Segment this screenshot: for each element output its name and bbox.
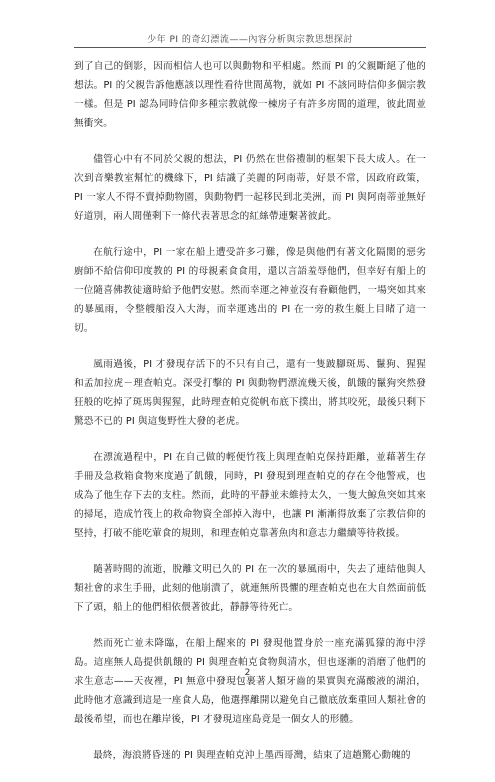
paragraph-6: 隨著時間的流逝，脫離文明已久的 PI 在一次的暴風雨中，失去了連結他與人類社會的求生手冊，此刻的他崩潰了，就連無所畏懼的理查帕克也在大自然面前低下了頭，船上的他們相依偎著彼此，靜靜等待死亡。 <box>74 564 426 613</box>
paragraph-1: 到了自己的倒影，因而相信人也可以與動物和平相處。然而 PI 的父親斷絕了他的想法。PI 的父親告訴他應該以理性看待世間萬物，就如 PI 不該同時信仰多個宗教一樣。但是 PI 認為同時信仰多種宗教就像一棟房子有許多房間的道理，彼此間並無衝突。 <box>74 61 426 129</box>
header-divider <box>74 47 426 48</box>
paragraph-4: 風雨過後，PI 才發現存活下的不只有自己，還有一隻跛腳斑馬、鬣狗、猩猩和孟加拉虎－理查帕克。深受打擊的 PI 與動物們漂流幾天後，飢餓的鬣狗突然發狂般的吃掉了斑馬與猩猩，此時理查帕克從帆布底下撲出，將其咬死，最後只剩下驚恐不已的 PI 與這隻野性大發的老虎。 <box>74 359 426 427</box>
paragraph-3: 在航行途中，PI 一家在船上遭受許多刁難，像是與他們有著文化隔閡的惡劣廚師不給信仰印度教的 PI 的母親素食食用，還以言語羞辱他們，但幸好有船上的一位隨喜佛教徒適時給予他們安慰。然而幸運之神並沒有眷顧他們，一場突如其來的暴風雨，令整艘船沒入大海，而幸運逃出的 PI 在一旁的救生艇上目睹了這一切。 <box>74 247 426 334</box>
page-number: 2 <box>244 668 251 678</box>
paragraph-8: 最終，海浪將昏迷的 PI 與理查帕克沖上墨西哥灣，結束了這趟驚心動魄的 <box>93 750 411 761</box>
paragraph-7: 然而死亡並未降臨，在船上醒來的 PI 發現他置身於一座充滿狐獴的海中浮島。這座無人島提供飢餓的 PI 與理查帕克食物與清水，但也逐漸的消磨了他們的求生意志——天夜裡，PI 無意中發現包裹著人類牙齒的果實與充滿酸液的湖泊，此時他才意識到這是一座食人島，他選擇離開以避免自己徹底放棄重回人類社會的最後希望，而也在離岸後，PI 才發現這座島竟是一個女人的形體。 <box>74 638 426 725</box>
paragraph-2: 儘管心中有不同於父親的想法，PI 仍然在世俗禮制的框架下長大成人。在一次到音樂教室幫忙的機緣下，PI 結識了美麗的阿南蒂，好景不常，因政府政策，PI 一家人不得不賣掉動物園，與動物們一起移民到北美洲，而 PI 與阿南蒂並無好好道別，兩人間僅剩下一條代表著思念的紅絲帶連繫著彼此。 <box>74 154 426 222</box>
paragraph-5: 在漂流過程中，PI 在自己做的輕便竹筏上與理查帕克保持距離，並藉著生存手冊及急救箱食物來度過了飢餓，同時，PI 發現到理查帕克的存在令他警戒，也成為了他生存下去的支柱。然而，此時的平靜並未維持太久，一隻大鯨魚突如其來的掃尾，造成竹筏上的救命物資全部掉入海中，也讓 PI 漸漸得放棄了宗教信仰的堅持，打破不能吃葷食的規則，和理查帕克靠著魚肉和意志力繼續等待救援。 <box>74 452 426 539</box>
running-header: 少年 PI 的奇幻漂流——內容分析與宗教思想探討 <box>147 35 353 45</box>
